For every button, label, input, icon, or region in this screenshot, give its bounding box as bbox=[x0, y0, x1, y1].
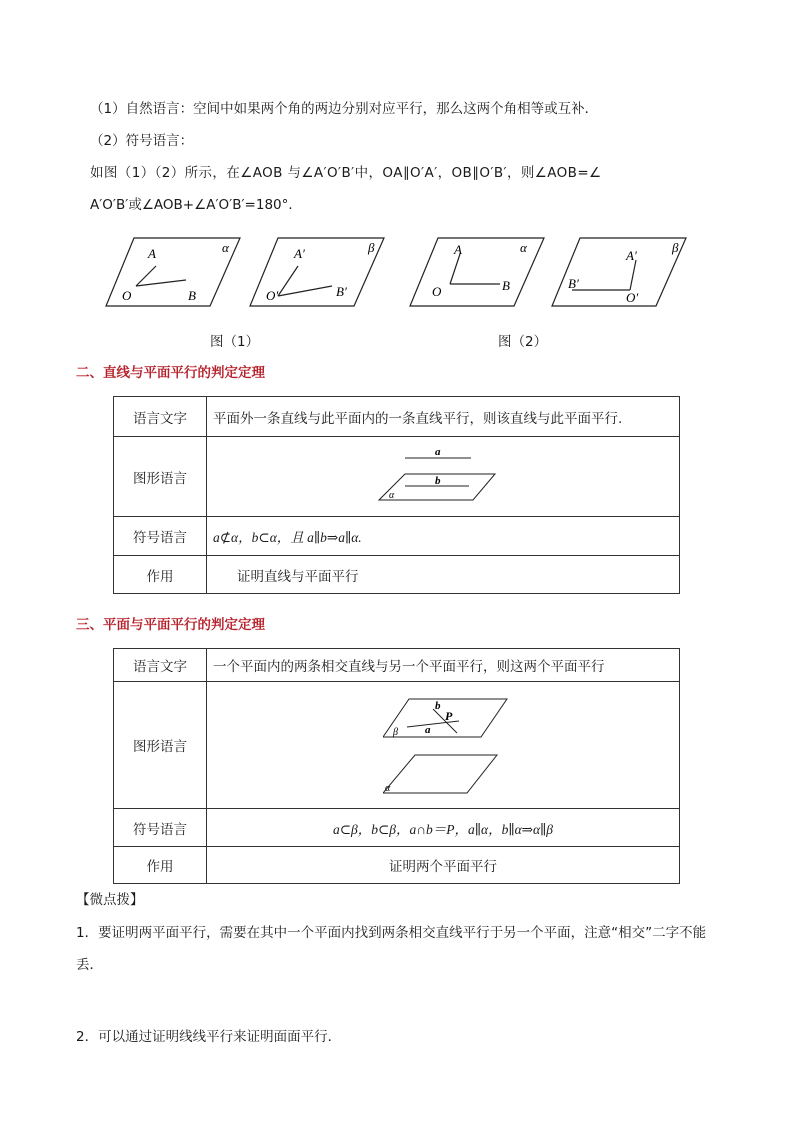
label-O-prime: O′ bbox=[626, 290, 639, 305]
tips-title: 【微点拨】 bbox=[76, 892, 144, 908]
figure-2-right bbox=[550, 236, 690, 310]
row-figure-cell bbox=[207, 437, 680, 517]
paragraph-line-2: A′O′B′或∠AOB+∠A′O′B′=180°． bbox=[90, 197, 302, 213]
section-heading-plane-plane-parallel: 三、平面与平面平行的判定定理 bbox=[76, 617, 265, 633]
label-A: A bbox=[148, 246, 156, 261]
table-line-plane-parallel bbox=[113, 396, 680, 594]
row-label-symbol: 符号语言 bbox=[114, 517, 207, 556]
label-a: a bbox=[425, 724, 431, 736]
label-A-prime: A′ bbox=[294, 246, 305, 261]
tip-2: 2．可以通过证明线线平行来证明面面平行． bbox=[76, 1029, 342, 1045]
label-B: B bbox=[188, 288, 196, 303]
label-plane: β bbox=[368, 240, 375, 255]
label-alpha: α bbox=[385, 783, 391, 794]
row-value-symbol: a⊄α，b⊂α，且 a∥b⇒a∥α. bbox=[207, 517, 680, 556]
label-A-prime: A′ bbox=[626, 248, 637, 263]
line-plane-diagram bbox=[377, 446, 507, 508]
label-B-prime: B′ bbox=[568, 276, 579, 291]
figure-1-right bbox=[248, 236, 388, 310]
label-b: b bbox=[435, 700, 441, 712]
label-B-prime: B′ bbox=[336, 284, 347, 299]
row-label-text: 语言文字 bbox=[114, 397, 207, 437]
label-alpha: α bbox=[389, 489, 395, 501]
label-plane: α bbox=[222, 240, 229, 255]
label-plane: β bbox=[672, 240, 679, 255]
label-A: A bbox=[454, 242, 462, 257]
section-heading-line-plane-parallel: 二、直线与平面平行的判定定理 bbox=[76, 365, 265, 381]
row-label-text: 语言文字 bbox=[114, 649, 207, 682]
tip-1-line-2: 丢． bbox=[76, 957, 103, 973]
label-B: B bbox=[502, 278, 510, 293]
plane-plane-diagram bbox=[383, 693, 509, 797]
label-b: b bbox=[435, 474, 441, 487]
row-figure-cell bbox=[207, 682, 680, 809]
caption-figure-1: 图（1） bbox=[210, 334, 260, 350]
label-O-prime: O′ bbox=[266, 288, 279, 303]
row-label-use: 作用 bbox=[114, 556, 207, 594]
statement-symbol-language: （2）符号语言： bbox=[90, 133, 194, 149]
row-value-text: 平面外一条直线与此平面内的一条直线平行，则该直线与此平面平行. bbox=[207, 397, 680, 437]
paragraph-line-1: 如图（1）（2）所示，在∠AOB 与∠A′O′B′中，OA∥O′A′，OB∥O′B′，则∠AOB=∠ bbox=[90, 165, 602, 181]
label-P: P bbox=[445, 709, 453, 723]
row-value-use: 证明直线与平面平行 bbox=[207, 556, 680, 594]
row-value-use: 证明两个平面平行 bbox=[207, 847, 680, 884]
row-label-use: 作用 bbox=[114, 847, 207, 884]
row-value-text: 一个平面内的两条相交直线与另一个平面平行，则这两个平面平行 bbox=[207, 649, 680, 682]
label-O: O bbox=[432, 284, 442, 299]
label-plane: α bbox=[520, 240, 527, 255]
figure-2-left bbox=[408, 236, 548, 310]
caption-figure-2: 图（2） bbox=[498, 334, 548, 350]
figure-1-left bbox=[104, 236, 244, 310]
row-label-figure: 图形语言 bbox=[114, 437, 207, 517]
label-beta: β bbox=[393, 727, 398, 738]
label-a: a bbox=[435, 445, 441, 458]
statement-natural-language: （1）自然语言：空间中如果两个角的两边分别对应平行，那么这两个角相等或互补． bbox=[90, 101, 599, 117]
row-label-figure: 图形语言 bbox=[114, 682, 207, 809]
label-O: O bbox=[122, 288, 132, 303]
row-value-symbol: a⊂β，b⊂β，a∩b＝P，a∥α，b∥α⇒α∥β bbox=[207, 809, 680, 847]
row-label-symbol: 符号语言 bbox=[114, 809, 207, 847]
tip-1-line-1: 1．要证明两平面平行，需要在其中一个平面内找到两条相交直线平行于另一个平面，注意“相交”二字不能 bbox=[76, 925, 707, 941]
table-plane-plane-parallel bbox=[113, 648, 680, 884]
